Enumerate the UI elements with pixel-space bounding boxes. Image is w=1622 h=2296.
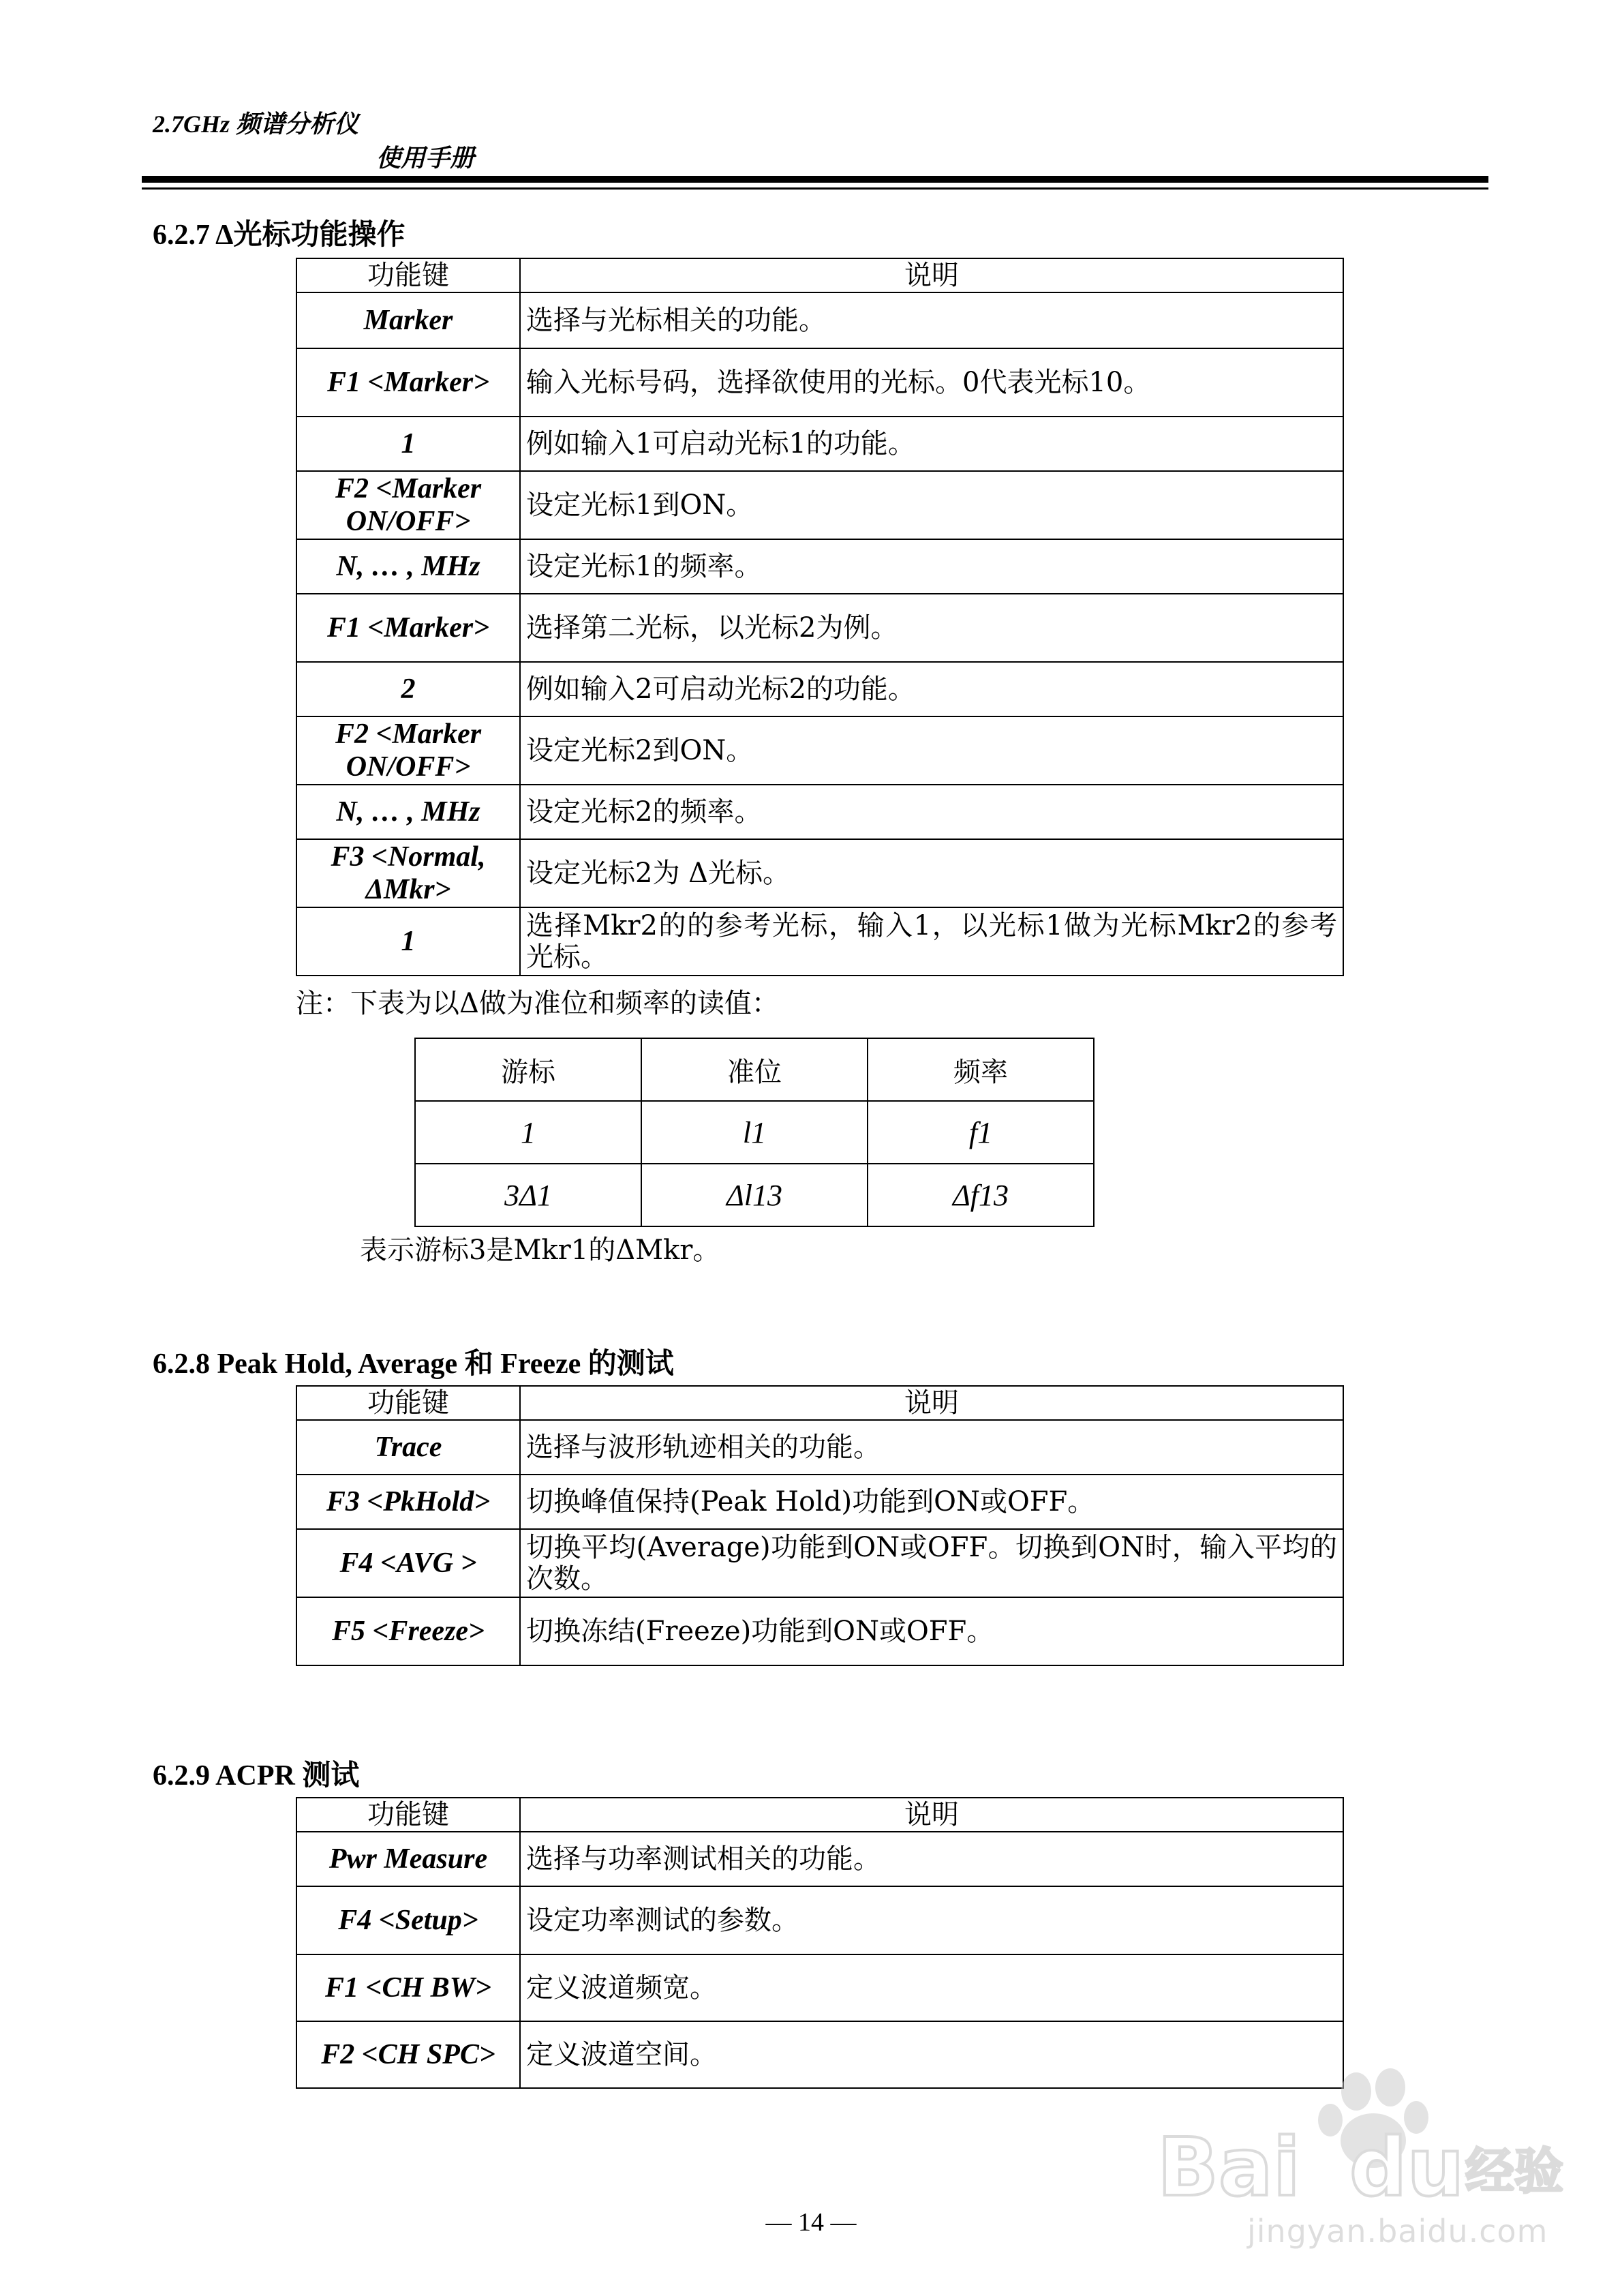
power-function-table <box>296 1797 1344 2089</box>
table-row <box>296 292 1343 348</box>
reading-table-header <box>415 1038 1094 1101</box>
key-cell: Trace <box>296 1420 520 1475</box>
reading-table-row <box>415 1164 1094 1226</box>
reading-table-row <box>415 1101 1094 1164</box>
reading-cell: 3Δ1 <box>415 1164 641 1226</box>
marker-function-table <box>296 258 1344 976</box>
key-cell: F4 <AVG > <box>296 1529 520 1597</box>
desc-cell: 输入光标号码，选择欲使用的光标。0代表光标10。 <box>520 348 1343 417</box>
header-desc-cell: 说明 <box>520 1798 1343 1832</box>
key-cell: F5 <Freeze> <box>296 1597 520 1665</box>
table-row <box>296 839 1343 907</box>
table-row <box>296 471 1343 539</box>
key-cell: F2 <CH SPC> <box>296 2021 520 2088</box>
desc-cell: 设定光标1到ON。 <box>520 471 1343 539</box>
table-header-row <box>296 1798 1343 1832</box>
table-row <box>296 1529 1343 1597</box>
section-heading-628: 6.2.8 Peak Hold, Average 和 Freeze 的测试 <box>153 1348 674 1380</box>
table-row <box>296 1832 1343 1886</box>
svg-text:经验: 经验 <box>1465 2143 1564 2200</box>
section-heading-627: 6.2.7 Δ光标功能操作 <box>153 220 406 251</box>
page-number: — 14 — <box>765 2208 857 2237</box>
note-caption: 表示游标3是Mkr1的ΔMkr。 <box>360 1235 720 1266</box>
desc-cell: 例如输入1可启动光标1的功能。 <box>520 417 1343 471</box>
table-row <box>296 785 1343 839</box>
table-row <box>296 417 1343 471</box>
header-desc-cell: 说明 <box>520 258 1343 292</box>
header-rule-thin <box>142 187 1488 190</box>
reading-cell: Δf13 <box>868 1164 1094 1226</box>
table-row <box>296 594 1343 662</box>
trace-function-table <box>296 1385 1344 1666</box>
key-cell: N, … , MHz <box>296 539 520 594</box>
key-cell: F1 <Marker> <box>296 348 520 417</box>
key-cell: 1 <box>296 907 520 976</box>
desc-cell: 设定光标1的频率。 <box>520 539 1343 594</box>
key-cell: F1 <Marker> <box>296 594 520 662</box>
note-text: 注：下表为以Δ做为准位和频率的读值： <box>296 988 779 1019</box>
table-row <box>296 907 1343 976</box>
key-cell: N, … , MHz <box>296 785 520 839</box>
key-cell: F3 <PkHold> <box>296 1475 520 1529</box>
table-row <box>296 716 1343 785</box>
header-level: 准位 <box>641 1038 868 1101</box>
desc-cell: 设定光标2为 Δ光标。 <box>520 839 1343 907</box>
baidu-jingyan-watermark <box>1152 2052 1574 2256</box>
table-header-row <box>296 258 1343 292</box>
header-frequency: 频率 <box>868 1038 1094 1101</box>
table-row <box>296 1954 1343 2021</box>
desc-cell: 定义波道空间。 <box>520 2021 1343 2088</box>
key-cell: Pwr Measure <box>296 1832 520 1886</box>
reading-cell: Δl13 <box>641 1164 868 1226</box>
header-desc-cell: 说明 <box>520 1386 1343 1420</box>
table-header-row <box>296 1386 1343 1420</box>
key-cell: F4 <Setup> <box>296 1886 520 1954</box>
desc-cell: 选择Mkr2的的参考光标，输入1，以光标1做为光标Mkr2的参考光标。 <box>520 907 1343 976</box>
desc-cell: 设定光标2的频率。 <box>520 785 1343 839</box>
header-key-cell: 功能键 <box>296 1386 520 1420</box>
reading-cell: 1 <box>415 1101 641 1164</box>
header-subtitle: 使用手册 <box>376 145 475 172</box>
header-title: 2.7GHz 频谱分析仪 <box>153 110 359 138</box>
header-rule <box>142 176 1488 183</box>
svg-text:Bai: Bai <box>1157 2120 1301 2214</box>
desc-cell: 选择与功率测试相关的功能。 <box>520 1832 1343 1886</box>
table-row <box>296 1475 1343 1529</box>
table-row <box>296 662 1343 716</box>
header-cursor: 游标 <box>415 1038 641 1101</box>
watermark-url: jingyan.baidu.com <box>1247 2213 1548 2250</box>
section-heading-629: 6.2.9 ACPR 测试 <box>153 1760 360 1792</box>
desc-cell: 切换冻结(Freeze)功能到ON或OFF。 <box>520 1597 1343 1665</box>
table-row <box>296 539 1343 594</box>
reading-cell: l1 <box>641 1101 868 1164</box>
reading-table <box>414 1038 1095 1227</box>
table-row <box>296 1420 1343 1475</box>
table-row <box>296 1597 1343 1665</box>
key-cell: F2 <Marker ON/OFF> <box>296 471 520 539</box>
key-cell: 1 <box>296 417 520 471</box>
key-cell: F1 <CH BW> <box>296 1954 520 2021</box>
desc-cell: 选择与光标相关的功能。 <box>520 292 1343 348</box>
desc-cell: 选择第二光标，以光标2为例。 <box>520 594 1343 662</box>
header-key-cell: 功能键 <box>296 1798 520 1832</box>
desc-cell: 设定功率测试的参数。 <box>520 1886 1343 1954</box>
desc-cell: 定义波道频宽。 <box>520 1954 1343 2021</box>
desc-cell: 选择与波形轨迹相关的功能。 <box>520 1420 1343 1475</box>
svg-text:du: du <box>1349 2120 1465 2214</box>
table-row <box>296 348 1343 417</box>
desc-cell: 切换峰值保持(Peak Hold)功能到ON或OFF。 <box>520 1475 1343 1529</box>
header-key-cell: 功能键 <box>296 258 520 292</box>
key-cell: 2 <box>296 662 520 716</box>
table-row <box>296 1886 1343 1954</box>
desc-cell: 设定光标2到ON。 <box>520 716 1343 785</box>
key-cell: Marker <box>296 292 520 348</box>
key-cell: F3 <Normal, ΔMkr> <box>296 839 520 907</box>
desc-cell: 切换平均(Average)功能到ON或OFF。切换到ON时，输入平均的次数。 <box>520 1529 1343 1597</box>
key-cell: F2 <Marker ON/OFF> <box>296 716 520 785</box>
desc-cell: 例如输入2可启动光标2的功能。 <box>520 662 1343 716</box>
reading-cell: f1 <box>868 1101 1094 1164</box>
